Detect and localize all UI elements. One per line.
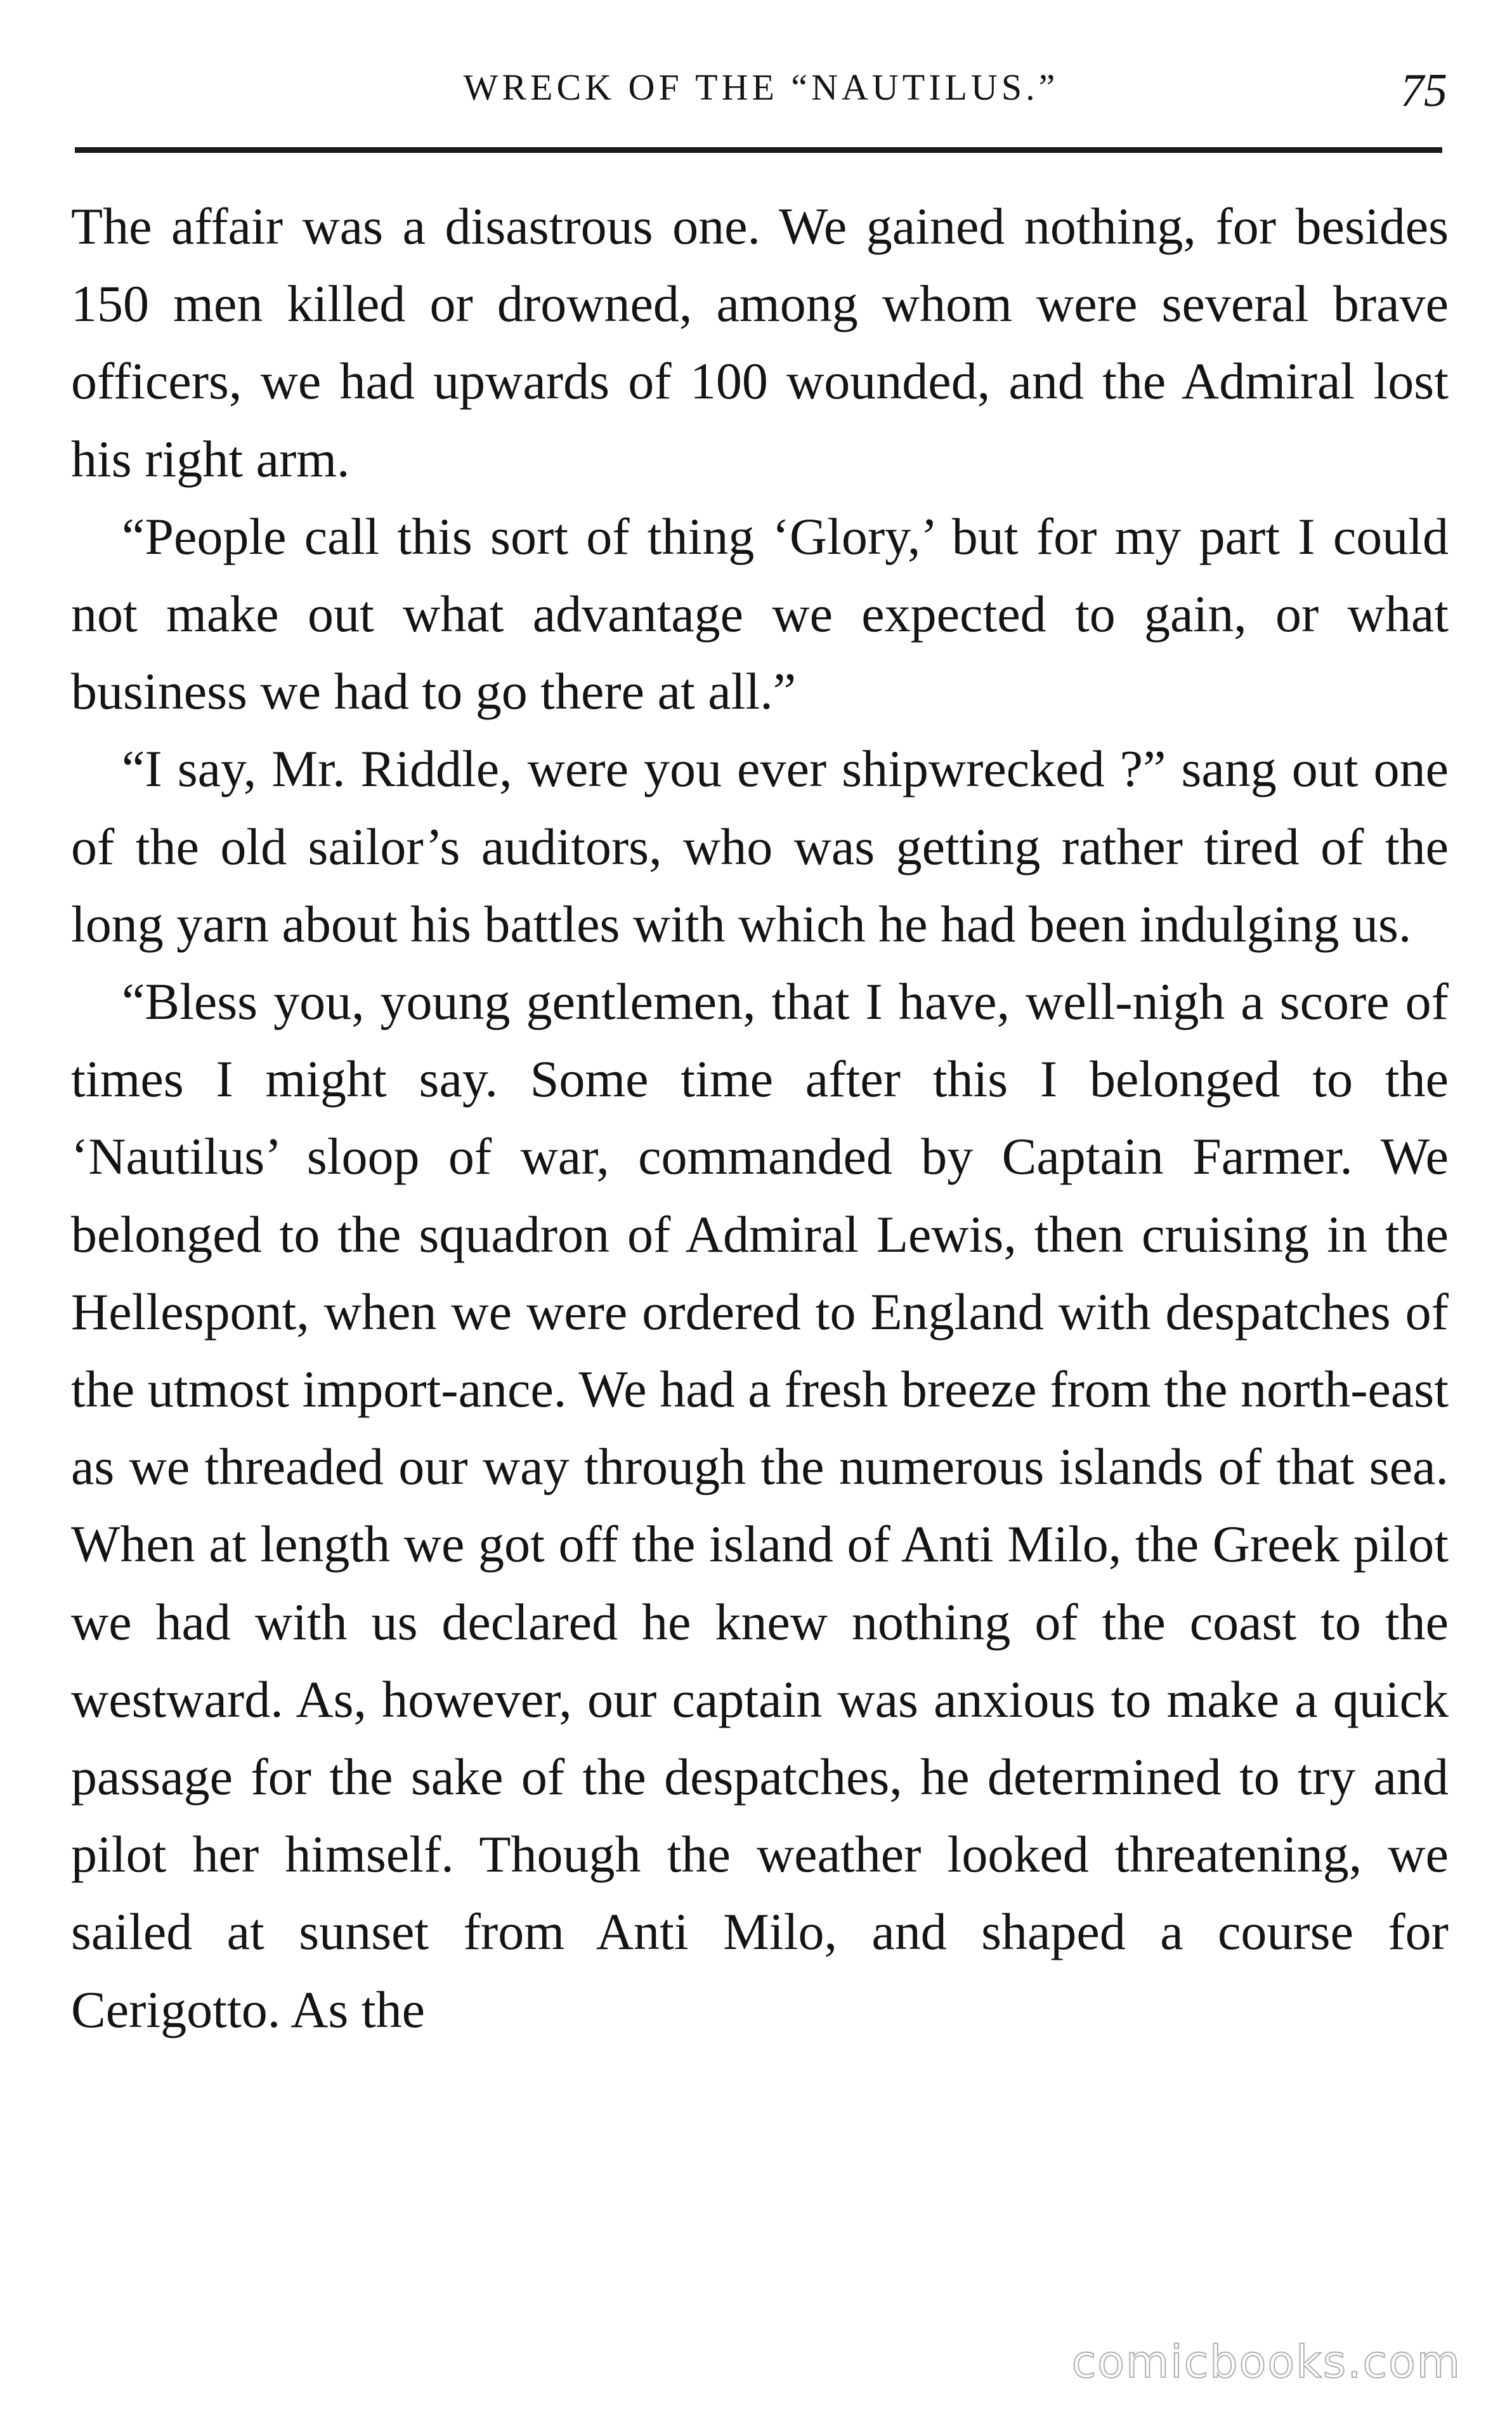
watermark: comicbooks.com (1071, 2336, 1461, 2388)
page-header (75, 56, 1447, 126)
body-text (71, 188, 1449, 2049)
paragraph-3: “I say, Mr. Riddle, were you ever shipwrecked ?” sang out one of the old sailor’s auditors, who was getting rather tired of the long yarn about his battles with which he had been indulging us. (71, 740, 1449, 953)
running-title: WRECK OF THE “NAUTILUS.” (463, 67, 1059, 108)
paragraph-2: “People call this sort of thing ‘Glory,’ but for my part I could not make out what advantage we expected to gain, or what business we had to go there at all.” (71, 507, 1449, 721)
page-number: 75 (1400, 65, 1447, 117)
header-rule (75, 147, 1442, 153)
paragraph-4: “Bless you, young gentlemen, that I have, well-nigh a score of times I might say. Some time after this I belonged to the ‘Nautilus’ sloop of war, commanded by Captain Farmer. We belonged to the squadron of Admiral Lewis, then cruising in the Hellespont, when we were ordered to England with despatches of the utmost import-ance. We had a fresh breeze from the north-east as we threaded our way through the numerous islands of that sea. When at length we got off the island of Anti Milo, the Greek pilot we had with us declared he knew nothing of the coast to the westward. As, however, our captain was anxious to make a quick passage for the sake of the despatches, he determined to try and pilot her himself. Though the weather looked threatening, we sailed at sunset from Anti Milo, and shaped a course for Cerigotto. As the (71, 973, 1449, 2038)
paragraph-1: The affair was a disastrous one. We gained nothing, for besides 150 men killed or drowned, among whom were several brave officers, we had upwards of 100 wounded, and the Admiral lost his right arm. (71, 197, 1449, 488)
